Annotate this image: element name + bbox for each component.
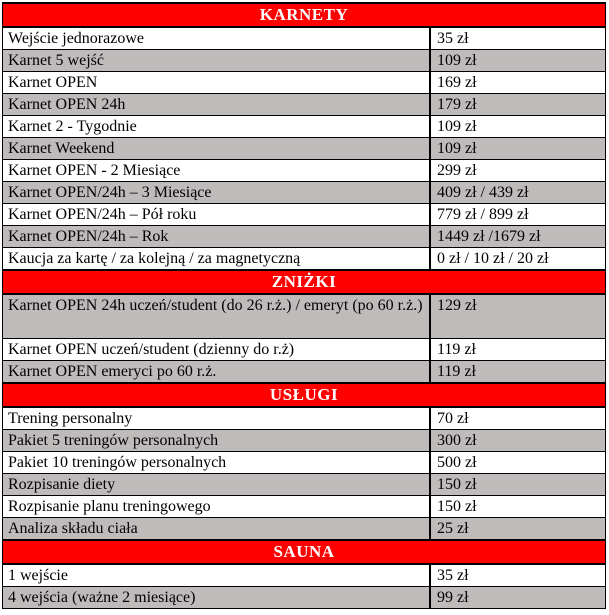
item-price: 109 zł xyxy=(431,116,606,137)
item-name: 4 wejścia (ważne 2 miesiące) xyxy=(3,587,431,608)
item-name: Rozpisanie diety xyxy=(3,474,431,495)
section-znizki xyxy=(3,271,606,384)
item-name: Karnet OPEN uczeń/student (dzienny do r.ż) xyxy=(3,339,431,360)
item-price: 150 zł xyxy=(431,474,606,495)
item-name: Karnet OPEN/24h – Pół roku xyxy=(3,204,431,225)
item-price: 150 zł xyxy=(431,496,606,517)
item-price: 35 zł xyxy=(431,565,606,586)
table-row xyxy=(3,430,606,452)
item-name: Wejście jednorazowe xyxy=(3,28,431,49)
table-row xyxy=(3,226,606,248)
item-price: 109 zł xyxy=(431,138,606,159)
table-row xyxy=(3,496,606,518)
item-name: Pakiet 10 treningów personalnych xyxy=(3,452,431,473)
table-row xyxy=(3,28,606,50)
item-price: 1449 zł /1679 zł xyxy=(431,226,606,247)
item-name: Kaucja za kartę / za kolejną / za magnetyczną xyxy=(3,248,431,269)
item-name: Trening personalny xyxy=(3,408,431,429)
section-header: ZNIŻKI xyxy=(3,271,606,295)
item-price: 99 zł xyxy=(431,587,606,608)
item-name: Karnet Weekend xyxy=(3,138,431,159)
item-price: 300 zł xyxy=(431,430,606,451)
item-price: 169 zł xyxy=(431,72,606,93)
section-uslugi xyxy=(3,384,606,541)
table-row xyxy=(3,204,606,226)
item-name: Karnet 2 - Tygodnie xyxy=(3,116,431,137)
item-price: 35 zł xyxy=(431,28,606,49)
item-price: 179 zł xyxy=(431,94,606,115)
item-price: 779 zł / 899 zł xyxy=(431,204,606,225)
table-row xyxy=(3,295,606,339)
table-row xyxy=(3,518,606,541)
section-header: SAUNA xyxy=(3,541,606,565)
item-name: Karnet OPEN/24h – 3 Miesiące xyxy=(3,182,431,203)
item-price: 129 zł xyxy=(431,295,606,338)
table-row xyxy=(3,182,606,204)
item-name: Analiza składu ciała xyxy=(3,518,431,539)
table-row xyxy=(3,408,606,430)
item-name: Rozpisanie planu treningowego xyxy=(3,496,431,517)
item-price: 70 zł xyxy=(431,408,606,429)
item-price: 109 zł xyxy=(431,50,606,71)
table-row xyxy=(3,116,606,138)
table-row xyxy=(3,452,606,474)
item-name: Karnet OPEN xyxy=(3,72,431,93)
item-price: 119 zł xyxy=(431,339,606,360)
section-karnety xyxy=(3,4,606,271)
price-list-table xyxy=(2,2,606,609)
table-row xyxy=(3,160,606,182)
item-name: 1 wejście xyxy=(3,565,431,586)
table-row xyxy=(3,565,606,587)
table-row xyxy=(3,138,606,160)
table-row xyxy=(3,339,606,361)
item-name: Karnet OPEN 24h xyxy=(3,94,431,115)
table-row xyxy=(3,361,606,384)
item-name: Karnet OPEN emeryci po 60 r.ż. xyxy=(3,361,431,382)
table-row xyxy=(3,248,606,271)
item-name: Karnet OPEN/24h – Rok xyxy=(3,226,431,247)
item-price: 25 zł xyxy=(431,518,606,539)
item-name: Pakiet 5 treningów personalnych xyxy=(3,430,431,451)
section-header: KARNETY xyxy=(3,4,606,28)
item-price: 0 zł / 10 zł / 20 zł xyxy=(431,248,606,269)
table-row xyxy=(3,72,606,94)
table-row xyxy=(3,50,606,72)
section-sauna xyxy=(3,541,606,609)
table-row xyxy=(3,474,606,496)
item-price: 119 zł xyxy=(431,361,606,382)
item-price: 500 zł xyxy=(431,452,606,473)
item-name: Karnet OPEN - 2 Miesiące xyxy=(3,160,431,181)
item-name: Karnet 5 wejść xyxy=(3,50,431,71)
item-name: Karnet OPEN 24h uczeń/student (do 26 r.ż.) / emeryt (po 60 r.ż.) xyxy=(3,295,431,338)
table-row xyxy=(3,94,606,116)
table-row xyxy=(3,587,606,609)
item-price: 409 zł / 439 zł xyxy=(431,182,606,203)
item-price: 299 zł xyxy=(431,160,606,181)
section-header: USŁUGI xyxy=(3,384,606,408)
